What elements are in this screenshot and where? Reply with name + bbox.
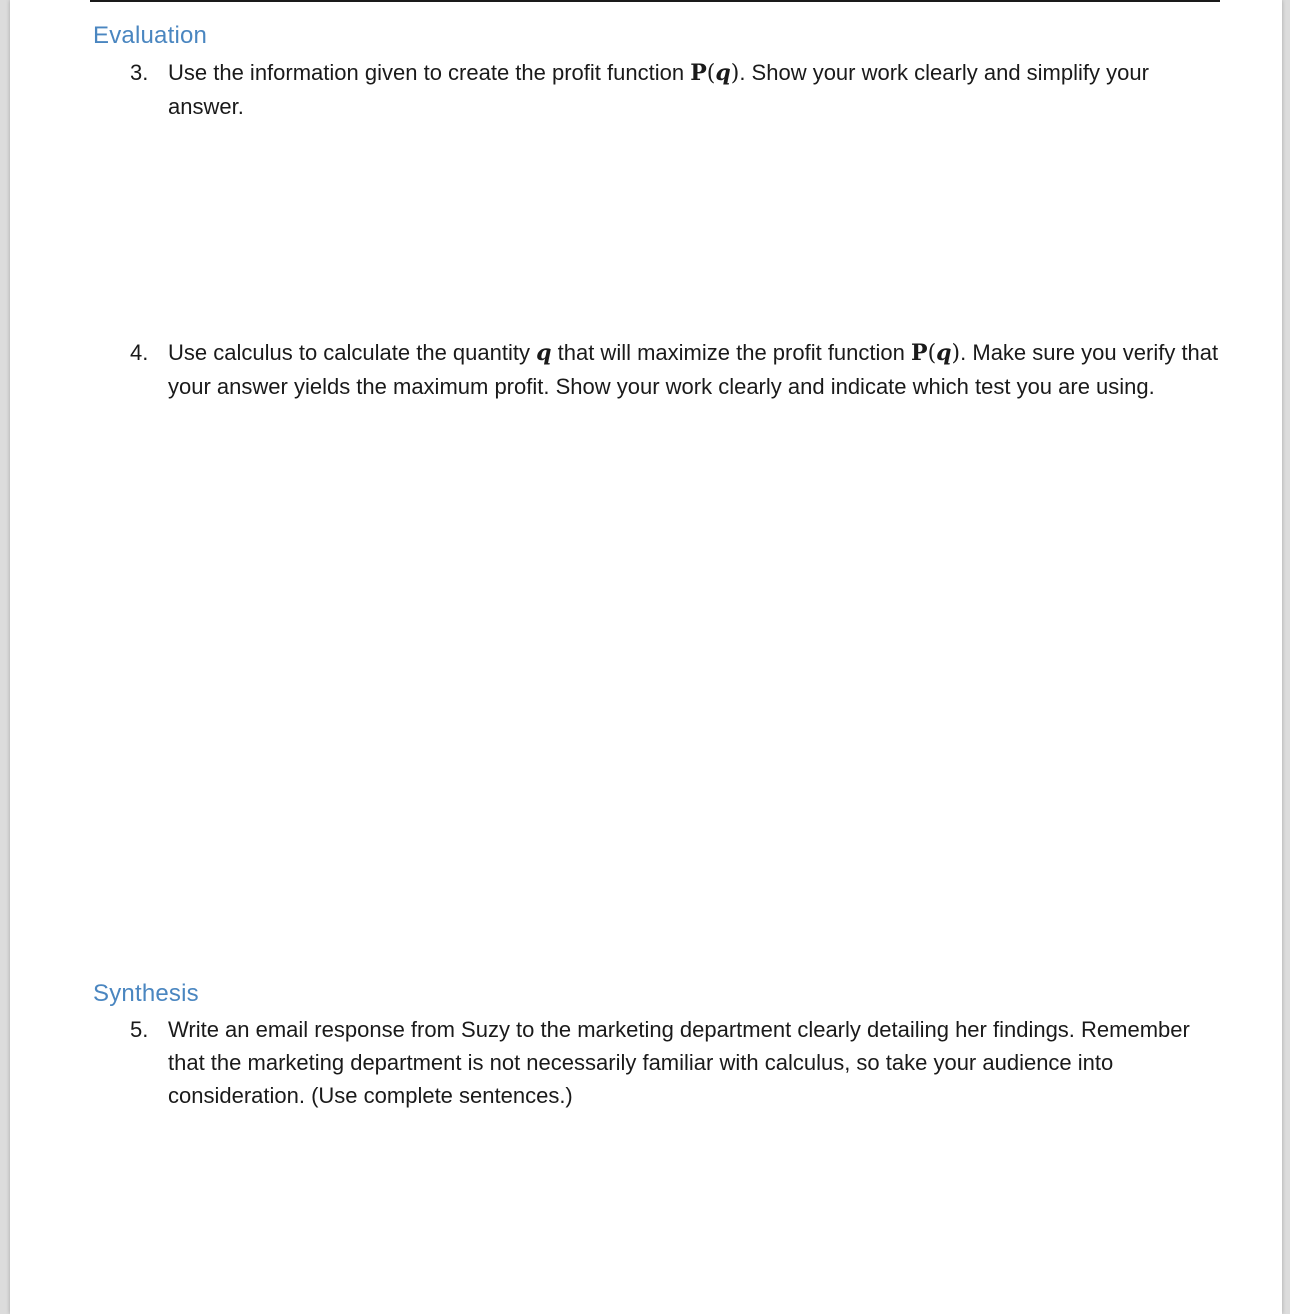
math-func: P [690, 60, 707, 86]
synthesis-heading: Synthesis [93, 980, 199, 1007]
evaluation-heading: Evaluation [93, 22, 208, 49]
question-4-number: 4. [130, 340, 149, 365]
question-4 [130, 336, 1225, 403]
question-3-text-before: Use the information given to create the profit function [168, 60, 685, 85]
question-5-number: 5. [130, 1017, 149, 1042]
question-3 [130, 56, 1225, 123]
question-4-text-part2: that will maximize the profit function [557, 340, 905, 365]
question-5 [130, 1013, 1225, 1112]
math-var: q [936, 340, 952, 366]
question-3-text [168, 56, 1225, 123]
question-5-text: Write an email response from Suzy to the marketing department clearly detailing her findings. Remember that the marketing department is not necessarily familiar with calculus, so take your audience into consideration. (Use complete sentences.) [168, 1017, 1190, 1108]
math-var: q [715, 60, 731, 86]
quantity-var-math: q [536, 340, 552, 366]
question-4-text-part1: Use calculus to calculate the quantity [168, 340, 530, 365]
question-3-number: 3. [130, 60, 149, 85]
question-4-text-part3: . Make sure you verify that your answer yields the maximum profit. Show your work clearly and indicate which test you are using. [168, 340, 1219, 399]
question-3-text-after: . Show your work clearly and simplify your answer. [168, 60, 1149, 119]
document-page [10, 0, 1282, 1314]
profit-function-math: P(q) [911, 340, 961, 366]
top-rule [90, 0, 1220, 2]
profit-function-math: P(q) [690, 60, 740, 86]
math-func: P [911, 340, 928, 366]
question-4-text [168, 336, 1225, 403]
